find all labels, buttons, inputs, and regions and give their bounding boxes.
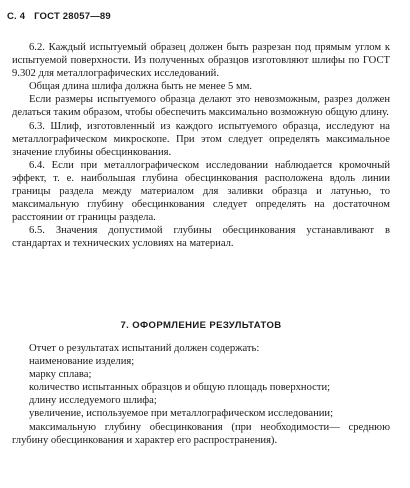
page-header [7, 11, 111, 22]
list-item: марку сплава; [29, 369, 92, 381]
paragraph-6-2: 6.2. Каждый испытуемый образец должен быть разрезан под прямым углом к испытуемой поверхности. Из полученных образцов изготовляют шлифы по ГОСТ 9.302 для металлографических исследований. [12, 42, 390, 80]
standard-code: ГОСТ 28057—89 [34, 11, 111, 22]
list-item: длину исследуемого шлифа; [29, 395, 157, 407]
paragraph-6-5: 6.5. Значения допустимой глубины обесцинкования устанавливают в стандартах и технических условиях на материал. [12, 225, 390, 250]
list-item: количество испытанных образцов и общую площадь поверхности; [29, 382, 331, 394]
list-intro: Отчет о результатах испытаний должен содержать: [29, 343, 260, 354]
section-6-body [12, 41, 390, 251]
page-number: С. 4 [7, 11, 26, 22]
paragraph-length: Общая длина шлифа должна быть не менее 5 мм. [29, 81, 253, 93]
list-item: наименование изделия; [29, 356, 135, 368]
paragraph-6-4: 6.4. Если при металлографическом исследовании наблюдается кромочный эффект, т. е. наибольшая глубина обесцинкования расположена вдоль линии границы раздела между материалом для заливки образца и латунью, то максимальную глубину обесцинкования следует определять на достаточном расстоянии от границы раздела. [12, 159, 390, 224]
section-7-title: 7. ОФОРМЛЕНИЕ РЕЗУЛЬТАТОВ [120, 320, 282, 331]
list-item: максимальную глубину обесцинкования (при необходимости— среднюю глубину обесцинкования и характер его распространения). [12, 421, 390, 446]
list-item: увеличение, используемое при металлографическом исследовании; [29, 408, 334, 420]
paragraph-6-3: 6.3. Шлиф, изготовленный из каждого испытуемого образца, исследуют на металлографическом микроскопе. При этом следует определять максимальное значение глубины обесцинкования. [12, 120, 390, 158]
report-contents-list [12, 342, 390, 447]
paragraph-size: Если размеры испытуемого образца делают это невозможным, разрез должен делаться таким образом, чтобы обеспечить максимально возможную общую длину. [12, 94, 390, 119]
